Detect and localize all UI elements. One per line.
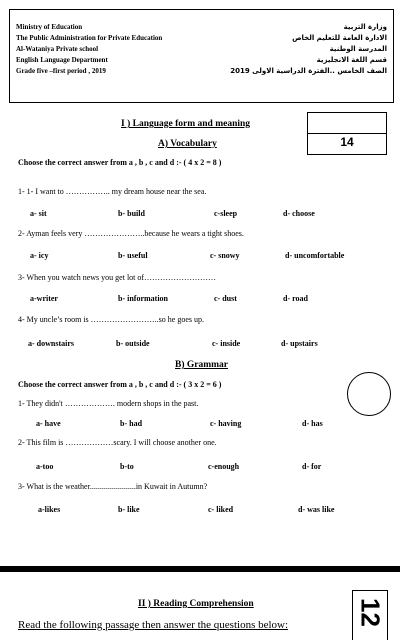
section2-score-box bbox=[352, 590, 388, 640]
vocab-q2-option-a: a- icy bbox=[30, 251, 49, 260]
vocab-q2-option-c: c- snowy bbox=[210, 251, 240, 260]
header-school: Al-Wataniya Private school bbox=[16, 45, 99, 53]
vocabulary-heading: A) Vocabulary bbox=[158, 139, 217, 149]
grammar-q1-option-d: d- has bbox=[302, 419, 323, 428]
vocab-q4-option-b: b- outside bbox=[116, 339, 150, 348]
grammar-q2-option-b: b-to bbox=[120, 462, 134, 471]
grammar-q2-option-d: d- for bbox=[302, 462, 322, 471]
grammar-q2-option-a: a-too bbox=[36, 462, 54, 471]
vocab-question-1: 1- 1- I want to …………….. my dream house near the sea. bbox=[18, 187, 207, 196]
header-administration: The Public Administration for Private Education bbox=[16, 34, 163, 42]
grammar-q2-option-c: c-enough bbox=[208, 462, 240, 471]
grammar-q3-option-c: c- liked bbox=[208, 505, 234, 514]
header-left bbox=[16, 22, 162, 77]
section2-instruction: Read the following passage then answer the questions below: bbox=[18, 619, 289, 631]
section2-score: 12 bbox=[355, 598, 386, 627]
vocab-q1-option-a: a- sit bbox=[30, 209, 47, 218]
vocab-q3-option-a: a-writer bbox=[30, 294, 58, 303]
grammar-q1-option-b: b- had bbox=[120, 419, 143, 428]
header-grade: Grade five –first period , 2019 bbox=[16, 67, 106, 75]
header-school-ar: المدرسة الوطنية bbox=[329, 45, 387, 53]
score-box-divider bbox=[308, 133, 386, 134]
header-ministry: Ministry of Education bbox=[16, 23, 83, 31]
grammar-q3-option-a: a-likes bbox=[38, 505, 61, 514]
section1-score: 14 bbox=[340, 135, 354, 149]
grammar-heading: B) Grammar bbox=[175, 360, 229, 370]
header-department-ar: قسم اللغة الانجليزية bbox=[316, 56, 387, 64]
vocab-q4-option-a: a- downstairs bbox=[28, 339, 75, 348]
vocab-q2-option-b: b- useful bbox=[118, 251, 148, 260]
grammar-q3-option-b: b- like bbox=[118, 505, 140, 514]
section2-title: II ) Reading Comprehension bbox=[138, 599, 254, 609]
grammar-question-1: 1- They didn't ………………. modern shops in the past. bbox=[18, 399, 199, 408]
vocabulary-instruction: Choose the correct answer from a , b , c and d :- ( 4 x 2 = 8 ) bbox=[18, 158, 222, 167]
vocab-question-2: 2- Ayman feels very …………………..because he wears a tight shoes. bbox=[18, 229, 244, 238]
score-circle bbox=[347, 372, 391, 416]
vocab-q1-option-c: c-sleep bbox=[214, 209, 238, 218]
grammar-question-2: 2- This film is ………………scary. I will choose another one. bbox=[18, 438, 217, 447]
vocab-q2-option-d: d- uncomfortable bbox=[285, 251, 345, 260]
vocab-question-4: 4- My uncle’s room is ……………………..so he goes up. bbox=[18, 315, 204, 324]
vocab-q3-option-c: c- dust bbox=[214, 294, 237, 303]
section1-score-box bbox=[307, 112, 387, 155]
grammar-instruction: Choose the correct answer from a , b , c and d :- ( 3 x 2 = 6 ) bbox=[18, 380, 222, 389]
vocab-q4-option-c: c- inside bbox=[212, 339, 241, 348]
section1-title: I ) Language form and meaning bbox=[121, 119, 251, 129]
header-department: English Language Department bbox=[16, 56, 108, 64]
header-ministry-ar: وزارة التربية bbox=[343, 23, 387, 31]
grammar-q3-option-d: d- was like bbox=[298, 505, 335, 514]
vocab-q1-option-d: d- choose bbox=[283, 209, 315, 218]
grammar-q1-option-c: c- having bbox=[210, 419, 242, 428]
vocab-q3-option-b: b- information bbox=[118, 294, 168, 303]
header-box bbox=[9, 9, 394, 103]
vocab-q3-option-d: d- road bbox=[283, 294, 308, 303]
grammar-q1-option-a: a- have bbox=[36, 419, 61, 428]
vocab-q4-option-d: d- upstairs bbox=[281, 339, 318, 348]
vocab-q1-option-b: b- build bbox=[118, 209, 145, 218]
header-right bbox=[230, 22, 387, 77]
vocab-question-3: 3- When you watch news you get lot of……………………… bbox=[18, 273, 217, 282]
header-grade-ar: الصف الخامس ..الفترة الدراسية الاولى 2019 bbox=[230, 67, 387, 75]
header-administration-ar: الادارة العامة للتعليم الخاص bbox=[292, 34, 387, 42]
grammar-question-3: 3- What is the weather.......................in Kuwait in Autumn? bbox=[18, 482, 208, 491]
page-separator bbox=[0, 566, 400, 572]
